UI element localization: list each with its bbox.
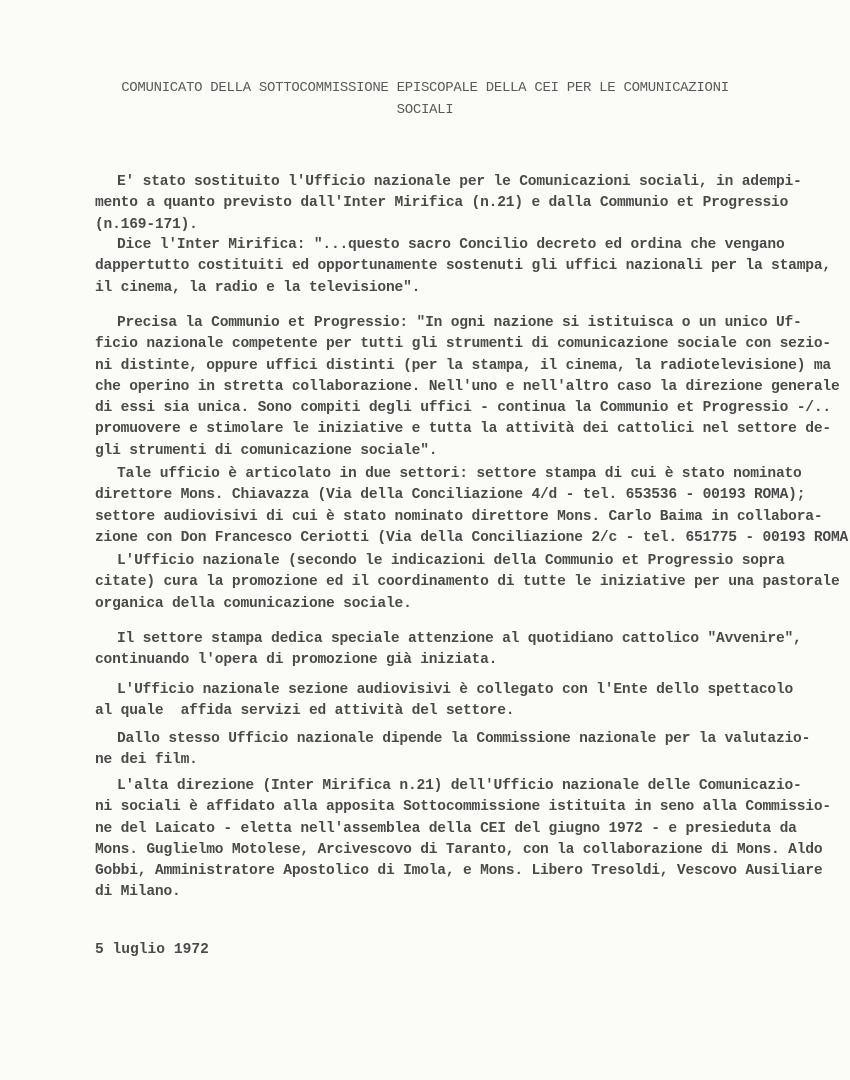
text-line: Dallo stesso Ufficio nazionale dipende la Commissione nazionale per la valutazio- bbox=[117, 731, 811, 747]
text-line: dappertutto costituiti ed opportunamente sostenuti gli uffici nazionali per la stampa, bbox=[95, 258, 831, 275]
text-line: al quale affida servizi ed attività del settore. bbox=[95, 703, 515, 720]
text-line: zione con Don Francesco Ceriotti (Via della Conciliazione 2/c - tel. 651775 - 00193 ROMA bbox=[95, 529, 849, 546]
text-line: promuovere e stimolare le iniziative e tutta la attività dei cattolici nel settore de- bbox=[95, 421, 831, 438]
text-line: L'Ufficio nazionale sezione audiovisivi è collegato con l'Ente dello spettacolo bbox=[117, 682, 794, 698]
paragraph bbox=[95, 629, 835, 672]
paragraph bbox=[95, 464, 849, 549]
text-line: ne dei film. bbox=[95, 752, 198, 769]
text-line: continuando l'opera di promozione già iniziata. bbox=[95, 652, 498, 669]
document-date: 5 luglio 1972 bbox=[95, 942, 209, 958]
paragraph bbox=[95, 776, 835, 904]
text-line: ni sociali è affidato alla apposita Sottocommissione istituita in seno alla Commissio- bbox=[95, 799, 831, 816]
text-line: L'Ufficio nazionale (secondo le indicazioni della Communio et Progressio sopra bbox=[117, 553, 785, 569]
title-line: SOCIALI bbox=[396, 102, 454, 118]
text-line: Precisa la Communio et Progressio: "In ogni nazione si istituisca o un unico Uf- bbox=[117, 315, 802, 331]
text-line: mento a quanto previsto dall'Inter Mirifica (n.21) e dalla Communio et Progressio bbox=[95, 195, 789, 212]
text-line: E' stato sostituito l'Ufficio nazionale per le Comunicazioni sociali, in adempi- bbox=[117, 174, 802, 190]
text-line: ficio nazionale competente per tutti gli strumenti di comunicazione sociale con sezio- bbox=[95, 336, 831, 353]
text-line: che operino in stretta collaborazione. Nell'uno e nell'altro caso la direzione generale bbox=[95, 378, 840, 395]
text-line: ni distinte, oppure uffici distinti (per la stampa, il cinema, la radiotelevisione) ma bbox=[95, 357, 831, 374]
paragraph bbox=[95, 172, 835, 236]
paragraph bbox=[95, 235, 835, 299]
text-line: settore audiovisivi di cui è stato nominato direttore Mons. Carlo Baima in collabora- bbox=[95, 508, 823, 525]
text-line: gli strumenti di comunicazione sociale". bbox=[95, 442, 438, 459]
text-line: ne del Laicato - eletta nell'assemblea della CEI del giugno 1972 - e presieduta da bbox=[95, 820, 797, 837]
paragraph bbox=[95, 729, 835, 772]
paragraph bbox=[95, 551, 840, 615]
text-line: L'alta direzione (Inter Mirifica n.21) dell'Ufficio nazionale delle Comunicazio- bbox=[117, 778, 802, 794]
text-line: citate) cura la promozione ed il coordinamento di tutte le iniziative per una pastorale bbox=[95, 574, 840, 591]
text-line: organica della comunicazione sociale. bbox=[95, 595, 412, 612]
text-line: di essi sia unica. Sono compiti degli uffici - continua la Communio et Progressio -/.. bbox=[95, 400, 831, 417]
text-line: Il settore stampa dedica speciale attenzione al quotidiano cattolico "Avvenire", bbox=[117, 631, 802, 647]
text-line: di Milano. bbox=[95, 884, 181, 901]
text-line: Tale ufficio è articolato in due settori: settore stampa di cui è stato nominato bbox=[117, 466, 802, 482]
document-title bbox=[0, 77, 850, 121]
text-line: il cinema, la radio e la televisione". bbox=[95, 279, 421, 296]
paragraph bbox=[95, 680, 835, 723]
text-line: Dice l'Inter Mirifica: "...questo sacro Concilio decreto ed ordina che vengano bbox=[117, 237, 785, 253]
text-line: Mons. Guglielmo Motolese, Arcivescovo di Taranto, con la collaborazione di Mons. Aldo bbox=[95, 841, 823, 858]
text-line: direttore Mons. Chiavazza (Via della Conciliazione 4/d - tel. 653536 - 00193 ROMA); bbox=[95, 487, 806, 504]
text-line: (n.169-171). bbox=[95, 216, 198, 233]
paragraph bbox=[95, 313, 840, 462]
title-line: COMUNICATO DELLA SOTTOCOMMISSIONE EPISCOPALE DELLA CEI PER LE COMUNICAZIONI bbox=[121, 80, 729, 96]
text-line: Gobbi, Amministratore Apostolico di Imola, e Mons. Libero Tresoldi, Vescovo Ausiliare bbox=[95, 863, 823, 880]
